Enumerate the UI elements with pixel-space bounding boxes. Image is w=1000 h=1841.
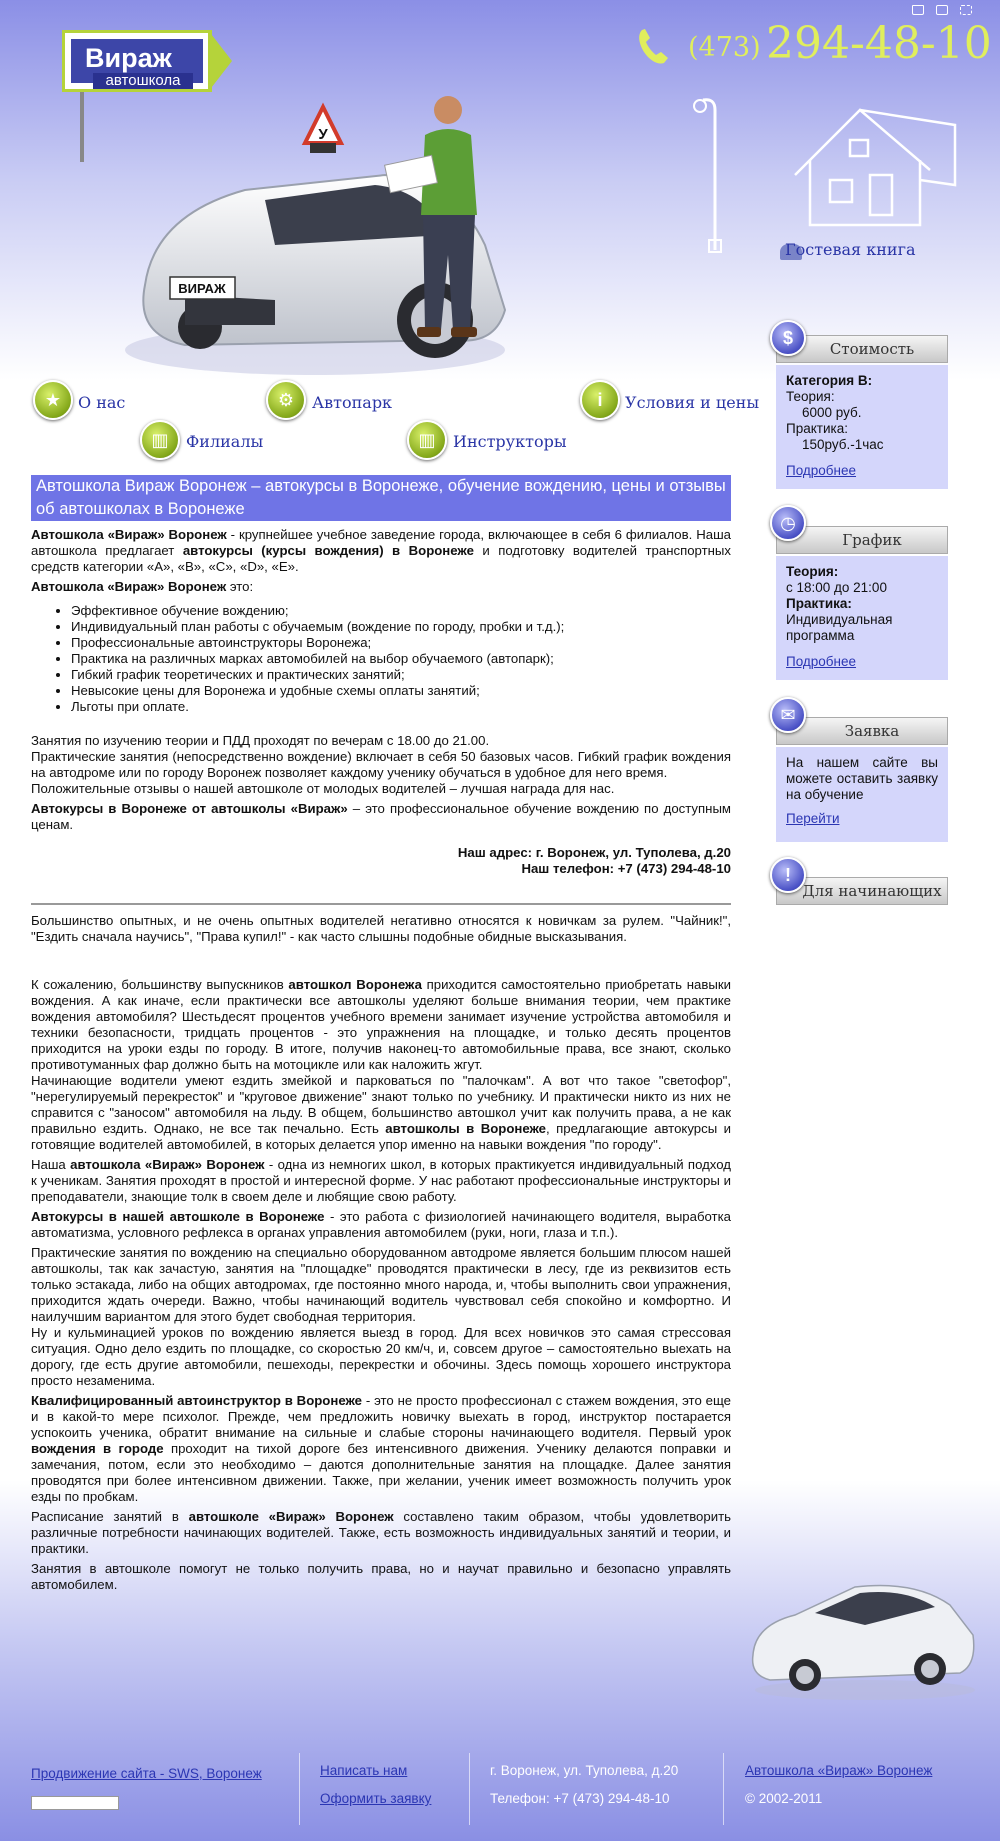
footer-divider xyxy=(469,1753,470,1825)
car-illustration xyxy=(745,1565,980,1700)
features-list xyxy=(71,603,731,715)
header-tools xyxy=(908,2,988,18)
copyright: © 2002-2011 xyxy=(745,1791,823,1806)
list-item: • Индивидуальный план работы с обучаемым (вождение по городу, пробки и т.д.); xyxy=(71,619,731,635)
clock-icon: ◷ xyxy=(770,505,806,541)
footer-divider xyxy=(299,1753,300,1825)
page-title: Автошкола Вираж Воронеж – автокурсы в Воронеже, обучение вождению, цены и отзывы об автошколах в Воронеже xyxy=(31,475,731,521)
list-item: • Эффективное обучение вождению; xyxy=(71,603,731,619)
list-item: • Практика на различных марках автомобилей на выбор обучаемого (автопарк); xyxy=(71,651,731,667)
divider xyxy=(31,903,731,905)
logo-sign xyxy=(62,30,212,92)
request-panel-header: Заявка xyxy=(776,717,948,745)
home-icon[interactable] xyxy=(912,5,924,15)
logo-arrow-icon xyxy=(208,30,232,92)
branches-chart-icon[interactable]: ▥ xyxy=(140,420,180,460)
phone-icon xyxy=(636,28,670,66)
svg-text:ВИРАЖ: ВИРАЖ xyxy=(178,281,226,296)
envelope-icon: ✉ xyxy=(770,697,806,733)
nav-instructors[interactable]: Инструкторы xyxy=(453,432,567,451)
request-go-link[interactable]: Перейти xyxy=(786,811,840,826)
footer-divider xyxy=(723,1753,724,1825)
exclamation-icon: ! xyxy=(770,857,806,893)
logo[interactable] xyxy=(62,30,230,92)
schedule-panel: Теория: с 18:00 до 21:00 Практика: Индивидуальная программа Подробнее xyxy=(776,556,948,680)
logo-title: Вираж xyxy=(85,43,172,73)
list-item: • Профессиональные автоинструкторы Воронежа; xyxy=(71,635,731,651)
nav-fleet[interactable]: Автопарк xyxy=(312,393,393,412)
nav-branches[interactable]: Филиалы xyxy=(186,432,264,451)
street-lamp-illustration xyxy=(685,90,735,255)
footer-address: г. Воронеж, ул. Туполева, д.20 xyxy=(490,1763,679,1778)
counter-badge xyxy=(31,1796,119,1810)
address: Наш адрес: г. Воронеж, ул. Туполева, д.20 xyxy=(457,845,731,860)
nav-about[interactable]: О нас xyxy=(78,393,126,412)
dollar-icon: $ xyxy=(770,320,806,356)
sitemap-icon[interactable] xyxy=(960,5,972,15)
hero-car-instructor-illustration xyxy=(125,95,615,395)
logo-subtitle: автошкола xyxy=(93,73,193,89)
beginners-panel-header[interactable]: Для начинающих xyxy=(776,877,948,905)
list-item: • Гибкий график теоретических и практических занятий; xyxy=(71,667,731,683)
info-icon[interactable]: i xyxy=(580,380,620,420)
cost-panel: Категория В: Теория: 6000 руб. Практика: 150руб.-1час Подробнее xyxy=(776,365,948,489)
logo-pole xyxy=(80,92,84,162)
promo-link[interactable]: Продвижение сайта - SWS, Воронеж xyxy=(31,1766,262,1781)
list-item: • Невысокие цены для Воронежа и удобные схемы оплаты занятий; xyxy=(71,683,731,699)
main-content: Автошкола «Вираж» Воронеж - крупнейшее учебное заведение города, включающее в себя 6 филиалов. Наша автошкола предлагает автокурсы (курсы вождения) в Воронеже и подготовку водителей транспортных средств категории «A», «B», «C», «D», «E». Автошкола «Вираж» Воронеж это: • Эффективное обучение вождению; • Индивидуальный план работы с обучаемым (вождение по городу, пробки и т.д.); • Профессиональные автоинструкторы Воронежа; • Практика на различных марках автомобилей на выбор обучаемого (автопарк); • Гибкий график теоретических и практических занятий; • Невысокие цены для Воронежа и удобные схемы оплаты занятий; • Льготы при оплате. Занятия по изучению теории и ПДД проходят по вечерам с 18.00 до 21.00. Практические занятия (непосредственно вождение) включает в себя 50 базовых часов. Гибкий график вождения на автодроме или по городу Воронеж позволяет каждому ученику обучаться в удобное для него время. Положительные отзывы о нашей автошколе от молодых водителей – лучшая награда для нас. Автокурсы в Воронеже от автошколы «Вираж» – это профессиональное обучение вождению по доступным ценам. Наш адрес: г. Воронеж, ул. Туполева, д.20 Наш телефон: +7 (473) 294-48-10 Большинство опытных, и не очень опытных водителей негативно относятся к новичкам за рулем. "Чайник!", "Ездить сначала научись", "Права купил!" - как часто слышны подобные обидные высказывания. К сожалению, большинству выпускников автошкол Воронежа приходится самостоятельно приобретать навыки вождения. А как иначе, если практически все автошколы уделяют больше внимания теории, чем практике вождения автомобиля? Шестьдесят процентов учебного времени занимает изучение устройства автомобиля и техники безопасности, тридцать процентов - это упражнения на площадке, и только десять процентов приходится на уроки езды по городу. В итоге, получив наконец-то автомобильные права, все знают, сколько противотуманных фар должно быть на мотоцикле или как наложить жгут. Начинающие водители умеют ездить змейкой и парковаться по "палочкам". А вот что такое "светофор", "нерегулируемый перекресток" и "круговое движение" знают только по учебнику. И практически никто из них не справится с "заносом" автомобиля на льду. В общем, большинство автошкол учит как получить права, а не как правильно ездить. Однако, не все так печально. Есть автошколы в Воронеже, предлагающие автокурсы и готовящие водителей автомобилей, в которых делается упор именно на навыки вождения "по городу". Наша автошкола «Вираж» Воронеж - одна из немногих школ, в которых практикуется индивидуальный подход к ученикам. Занятия проходят в простой и интересной форме. У нас работают профессиональные инструкторы и преподаватели, знающие толк в своем деле и любящие свою работу. Автокурсы в нашей автошколе в Воронеже - это работа с физиологией начинающего водителя, выработка автоматизма, условного рефлекса в органах управления автомобилем (руки, ноги, глаза и т.п.). Практические занятия по вождению на специально оборудованном автодроме является большим плюсом нашей автошколы, так как зачастую, занятия на "площадке" проводятся практически в лесу, где из реквизитов есть только эстакада, либо на общих автодромах, где постоянно много народа, и, чтобы выполнить свои упражнения, приходится ждать очереди. Важно, чтобы начинающий водитель чувствовал себя спокойно и комфортно. И наилучшим вариантом для этого будет свободная территория. Ну и кульминацией уроков по вождению является выезд в город. Для всех новичков это самая стрессовая ситуация. Одно дело ездить по площадке, со скоростью 20 км/ч, и, совсем другое – самостоятельно выехать на дорогу, где есть другие автомобили, пешеходы, перекрестки и обочины. Здесь помощь хорошего инструктора просто незаменима. Квалифицированный автоинструктор в Воронеже - это не просто профессионал с стажем вождения, это еще и в какой-то мере психолог. Прежде, чем предложить новичку выехать в город, инструктор постарается успокоить ученика, обратит внимание на сильные и слабые стороны начинающего водителя. Первый урок вождения в городе проходит на тихой дороге без интенсивного движения. Ученику делаются поправки и замечания, потом, если это необходимо – даются дополнительные занятия на площадке. Далее занятия проводятся при более интенсивном движении. Также, при желании, ученик имеет возможность получить урок езды по пробкам. Расписание занятий в автошколе «Вираж» Воронеж составлено таким образом, чтобы удовлетворить различные потребности начинающих водителей. Также, есть возможность индивидуальных занятий и теории, и практики. Занятия в автошколе помогут не только получить права, но и научат правильно и безопасно управлять автомобилем. xyxy=(31,527,731,1593)
footer-phone: Телефон: +7 (473) 294-48-10 xyxy=(490,1791,670,1806)
svg-text:У: У xyxy=(318,126,328,143)
nav-terms-prices[interactable]: Условия и цены xyxy=(625,393,760,412)
house-illustration xyxy=(790,100,960,230)
guestbook-link[interactable]: Гостевая книга xyxy=(785,240,916,259)
write-us-link[interactable]: Написать нам xyxy=(320,1763,408,1778)
phone-code: (473) xyxy=(688,32,761,63)
instructors-chart-icon[interactable]: ▥ xyxy=(407,420,447,460)
school-link[interactable]: Автошкола «Вираж» Воронеж xyxy=(745,1763,933,1778)
schedule-more-link[interactable]: Подробнее xyxy=(786,654,857,669)
request-panel: На нашем сайте вы можете оставить заявку на обучение Перейти xyxy=(776,747,948,842)
phone: Наш телефон: +7 (473) 294-48-10 xyxy=(521,861,731,876)
star-icon[interactable]: ★ xyxy=(33,380,73,420)
phone-number: 294-48-10 xyxy=(766,18,992,69)
apply-link[interactable]: Оформить заявку xyxy=(320,1791,432,1806)
settings-icon[interactable]: ⚙ xyxy=(266,380,306,420)
cost-panel-header: Стоимость xyxy=(776,335,948,363)
cost-more-link[interactable]: Подробнее xyxy=(786,463,857,478)
mail-icon[interactable] xyxy=(936,5,948,15)
list-item: • Льготы при оплате. xyxy=(71,699,731,715)
schedule-panel-header: График xyxy=(776,526,948,554)
